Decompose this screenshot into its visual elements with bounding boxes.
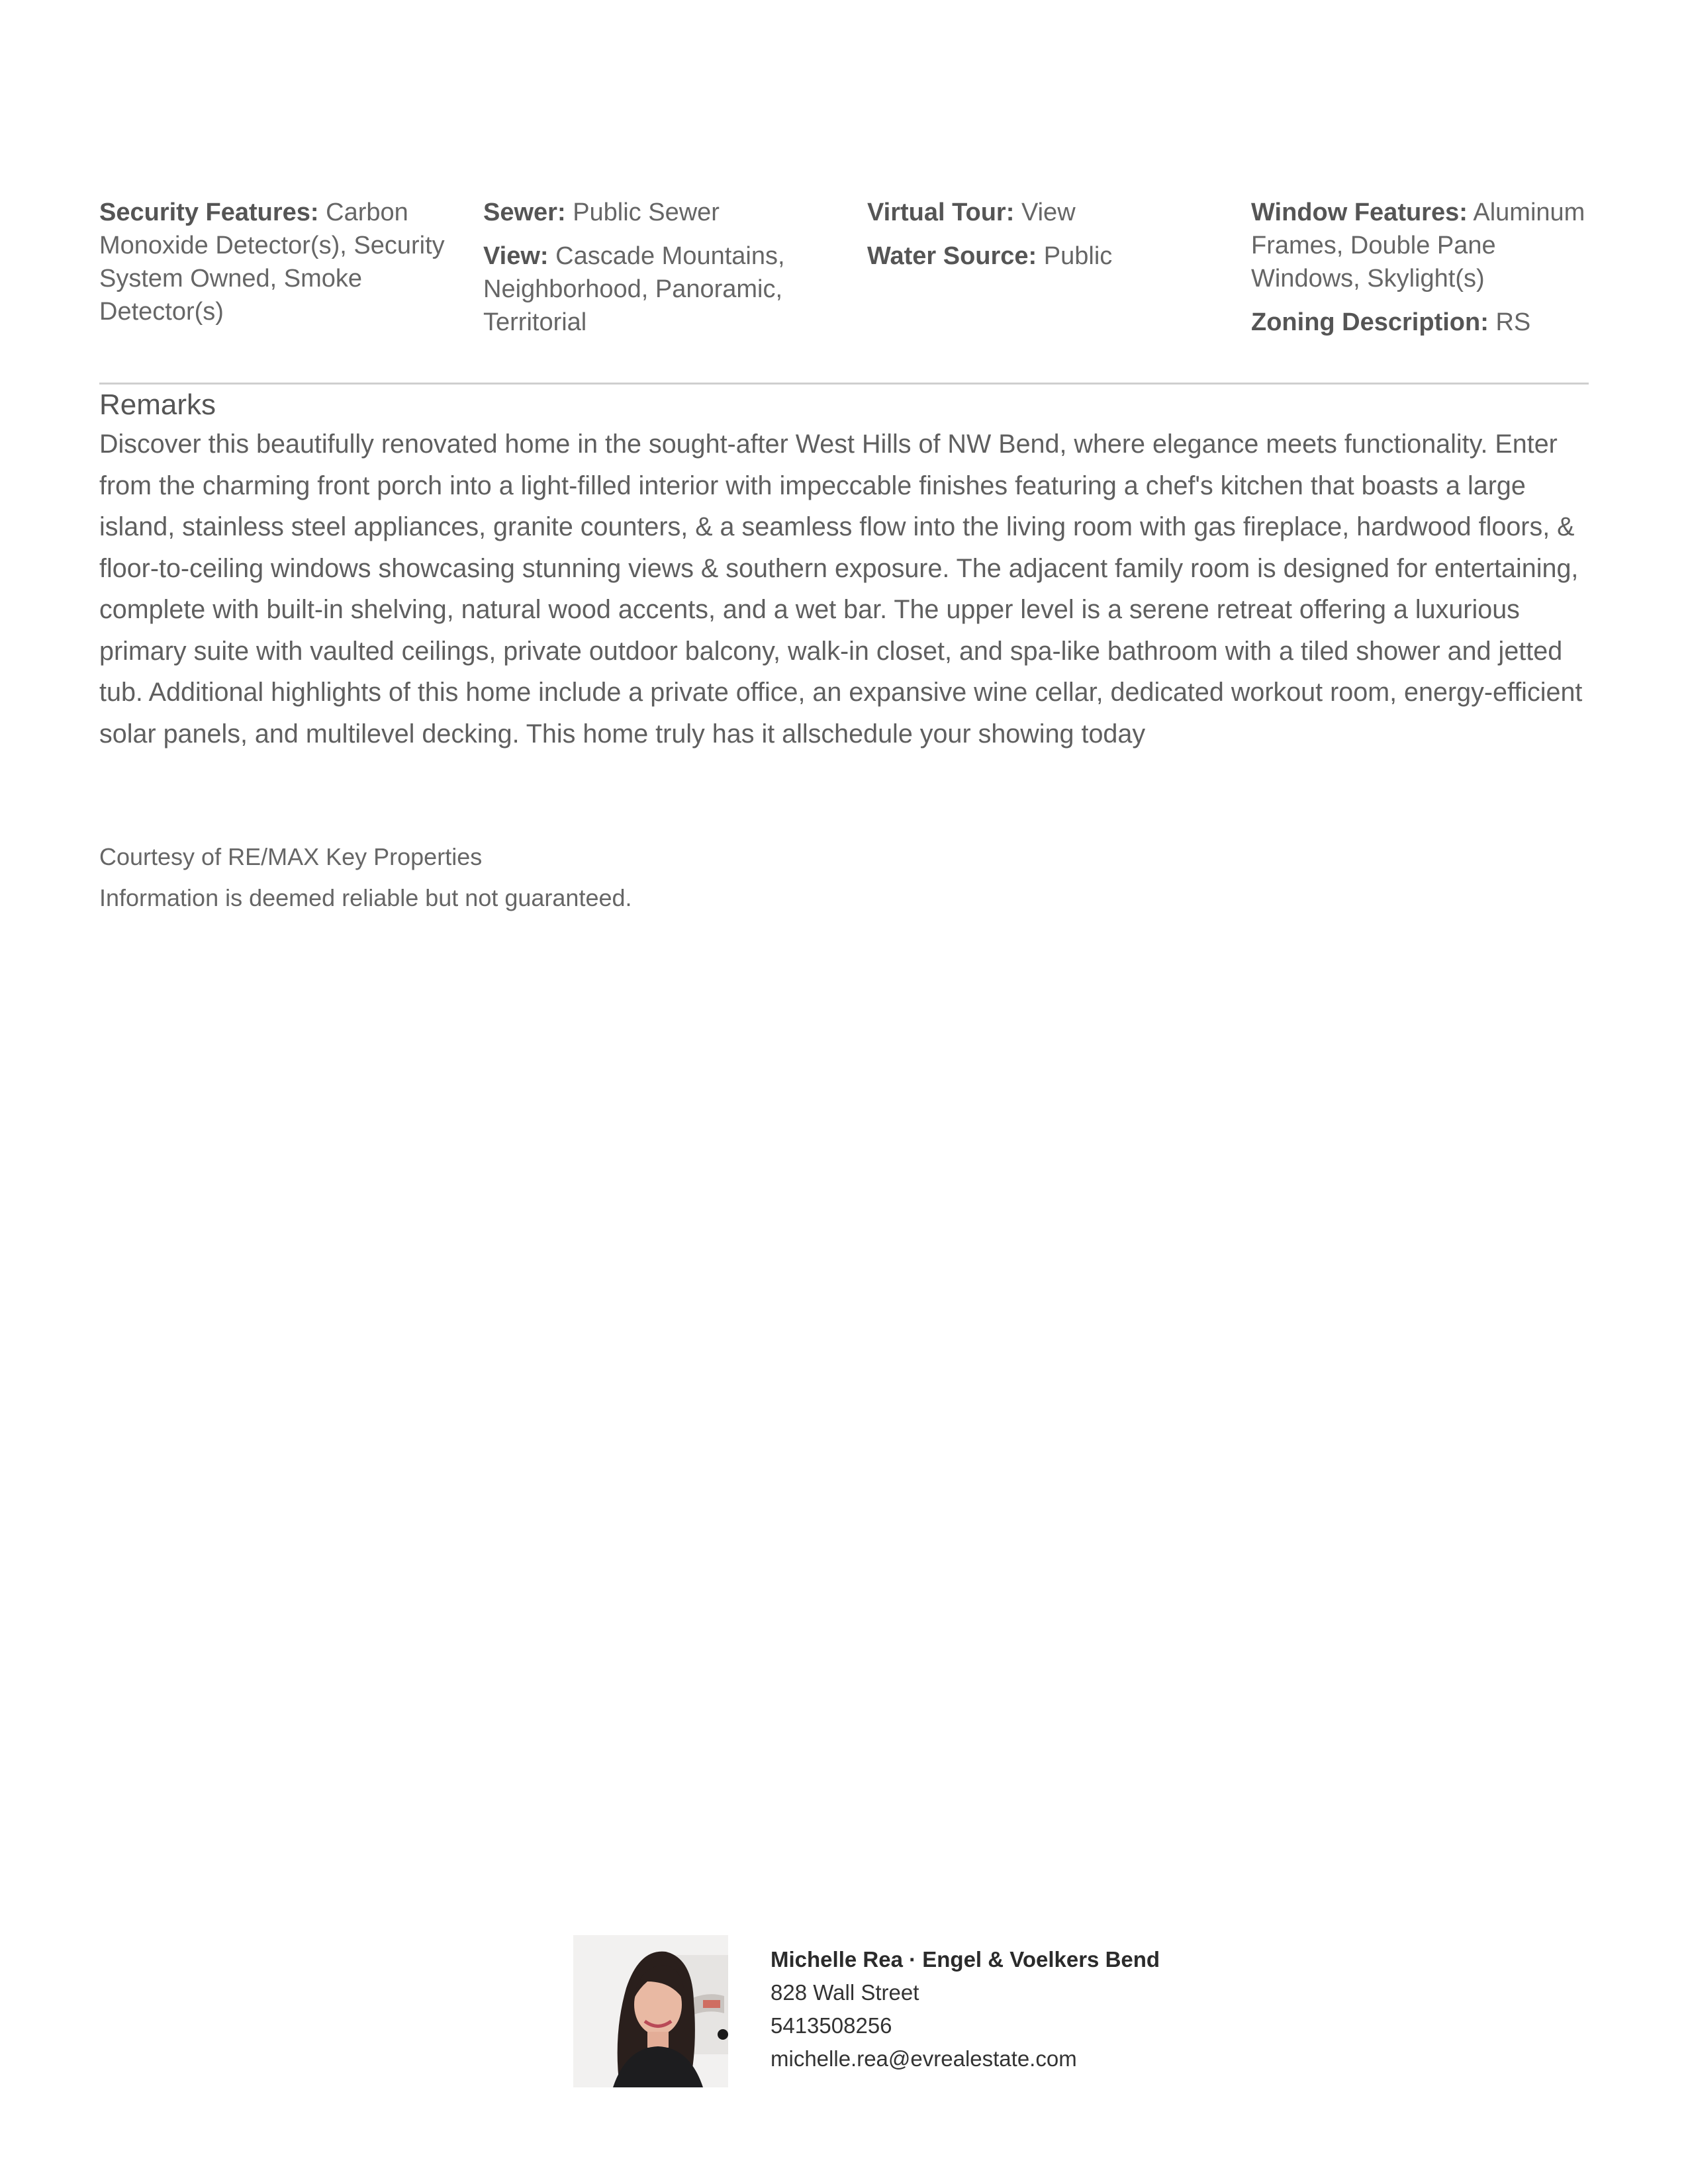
feature-value: Cascade Mountains, Neighborhood, Panoramic, Territorial — [483, 242, 785, 336]
feature-label: Sewer: — [483, 199, 566, 226]
agent-name: Michelle Rea · Engel & Voelkers Bend — [771, 1947, 1160, 1972]
feature-label: Security Features: — [99, 199, 319, 226]
feature-label: View: — [483, 242, 549, 270]
feature-window — [1251, 196, 1589, 295]
property-features — [99, 196, 1589, 349]
feature-zoning — [1251, 306, 1589, 339]
feature-value: RS — [1495, 308, 1531, 336]
remarks-heading: Remarks — [99, 388, 216, 421]
agent-photo — [573, 1935, 728, 2087]
remarks-text: Discover this beautifully renovated home in the sought-after West Hills of NW Bend, where elegance meets functionality. Enter from the charming front porch into a light-filled interior with impeccable finishes featuring a chef's kitchen that boasts a large island, stainless steel appliances, granite counters, & a seamless flow into the living room with gas fireplace, hardwood floors, & floor-to-ceiling windows showcasing stunning views & southern exposure. The adjacent family room is designed for entertaining, complete with built-in shelving, natural wood accents, and a wet bar. The upper level is a serene retreat offering a luxurious primary suite with vaulted ceilings, private outdoor balcony, walk-in closet, and spa-like bathroom with a tiled shower and jetted tub. Additional highlights of this home include a private office, an expansive wine cellar, dedicated workout room, energy-efficient solar panels, and multilevel decking. This home truly has it allschedule your showing today — [99, 430, 1583, 749]
feature-label: Water Source: — [867, 242, 1037, 270]
courtesy-line: Courtesy of RE/MAX Key Properties — [99, 843, 483, 870]
agent-phone[interactable]: 5413508256 — [771, 2013, 892, 2038]
agent-card — [573, 1935, 1160, 2087]
agent-email[interactable]: michelle.rea@evrealestate.com — [771, 2046, 1077, 2071]
feature-value: Public — [1043, 242, 1113, 270]
feature-virtual-tour — [867, 196, 1251, 229]
features-column-1 — [99, 196, 483, 349]
feature-sewer — [483, 196, 867, 229]
features-column-4 — [1251, 196, 1589, 349]
feature-view — [483, 240, 867, 339]
feature-label: Virtual Tour: — [867, 199, 1015, 226]
disclaimer-line: Information is deemed reliable but not guaranteed. — [99, 884, 632, 911]
feature-value: Aluminum Frames, Double Pane Windows, Skylight(s) — [1251, 199, 1585, 293]
virtual-tour-link[interactable]: View — [1021, 199, 1076, 226]
feature-water-source — [867, 240, 1251, 273]
agent-contact — [771, 1943, 1160, 2075]
features-column-3 — [867, 196, 1251, 349]
features-column-2 — [483, 196, 867, 349]
feature-label: Window Features: — [1251, 199, 1468, 226]
feature-label: Zoning Description: — [1251, 308, 1489, 336]
section-divider — [99, 383, 1589, 385]
feature-security — [99, 196, 483, 328]
feature-value: Public Sewer — [573, 199, 720, 226]
agent-address: 828 Wall Street — [771, 1980, 919, 2005]
courtesy-block — [99, 837, 632, 919]
feature-value: Carbon Monoxide Detector(s), Security System Owned, Smoke Detector(s) — [99, 199, 445, 326]
